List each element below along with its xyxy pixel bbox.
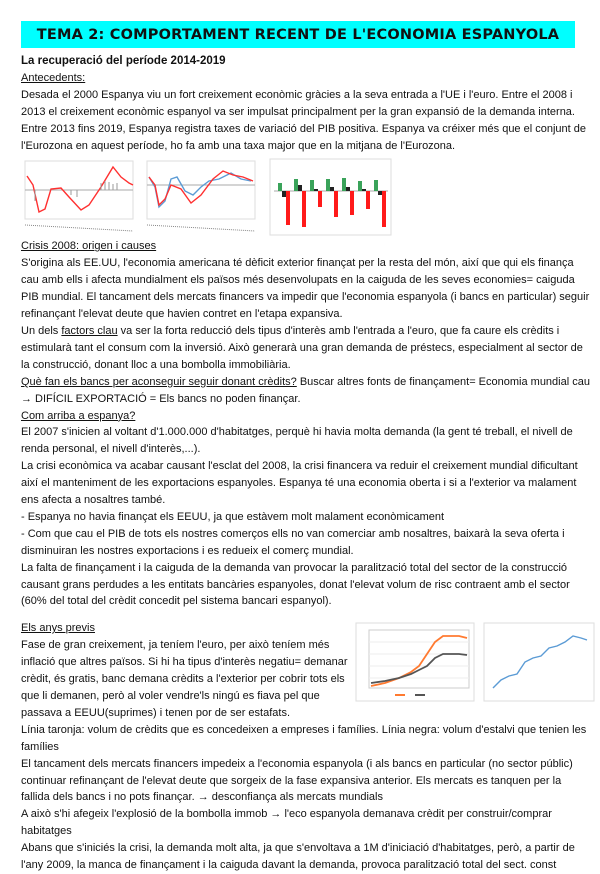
- paragraph: [21, 374, 591, 408]
- text: Buscar altres fonts de finançament= Economia mundial cau → DIFÍCIL EXPORTACIÓ = Els bancs no poden finançar.: [21, 375, 590, 405]
- paragraph: Desada el 2000 Espanya viu un fort creixement econòmic gràcies a la seva entrada a l'UE i l'euro. Entre el 2008 i 2013 el creixement econòmic espanyol va ser impulsat principalment per la gran expansió de la demanda interna. Entre 2013 fins 2019, Espanya registra taxes de variació del PIB positiva. Espanya va créixer més que el conjunt de l'Eurozona en aquest període, ho fa amb una taxa major que en la mitjana de l'Eurozona.: [21, 88, 586, 152]
- section-heading: La recuperació del període 2014-2019: [21, 55, 226, 67]
- paragraph: La crisi econòmica va acabar causant l'esclat del 2008, la crisi financera va reduir el creixement mundial dificultant així el manteniment de les exportacions espanyoles. Espanya té una economia oberta i si a l'exterior va malament ens afecta a nosaltres també.: [21, 460, 578, 507]
- subheading: Com arriba a espanya?: [21, 409, 136, 422]
- section-previous-years: [21, 620, 591, 721]
- paragraph: - Com que cau el PIB de tots els nostres comerços ells no van comerciar amb nosaltres, baixarà la seva oferta i disminuiran les nostres exportacions i es redueix el comerç mundial.: [21, 527, 565, 557]
- subheading-antecedents: Antecedents:: [21, 71, 86, 84]
- underlined-question: Què fan els bancs per aconseguir seguir donant crèdits?: [21, 375, 297, 388]
- paragraph: - Espanya no havia finançat els EEUU, ja que estàvem molt malament econòmicament: [21, 510, 445, 523]
- paragraph: A això s'hi afegeix l'explosió de la bombolla immob → l'eco espanyola demanava crèdit per construir/comprar habitatges: [21, 808, 552, 838]
- section-heading-crisis: Crisis 2008: origen i causes: [21, 240, 157, 253]
- paragraph: El 2007 s'inicien al voltant d'1.000.000 d'habitatges, perquè hi havia molta demanda (la gent té treball, el nivell de renda personal, el nivell d'interès,...).: [21, 426, 573, 456]
- paragraph: Fase de gran creixement, ja teníem l'euro, per això teníem més inflació que altres països. Si hi ha tipus d'interès negatiu= demanar crèdit, és gratis, banc demana crèdits a l'exterior per cobrir tots els que li demanen, però al voler vendre'ls ningú es fiava pel que passava a EEUU(suprimes) i tenen por de ser estafats.: [21, 639, 348, 719]
- text: Un dels: [21, 324, 62, 337]
- paragraph: Abans que s'iniciés la crisi, la demanda molt alta, ja que s'envoltava a 1M d'iniciació d'habitatges, però, a partir de l'any 2009, la manca de finançament i la caiguda davant la demanda, provoca paralització total del sect. const: [21, 842, 575, 872]
- credit-savings-chart: [355, 622, 475, 702]
- gdp-growth-chart: [21, 157, 139, 235]
- gdp-comparison-chart: [143, 157, 261, 235]
- figures-row-gdp: [21, 154, 591, 238]
- paragraph: Línia taronja: volum de crèdits que es concedeixen a empreses i famílies. Línia negra: volum d'estalvi que tenien les famílies: [21, 723, 587, 753]
- external-debt-chart: [483, 622, 595, 702]
- underlined-text: factors clau: [61, 324, 118, 337]
- paragraph: [21, 323, 591, 374]
- gdp-decomposition-chart: [268, 157, 393, 237]
- text: va ser la forta reducció dels tipus d'interès amb l'entrada a l'euro, que fa caure els crèdits i estimularà tant el consum com la inversió. Això generarà una gran demanda de préstecs, especialment al sector de la construcció, donant lloc a una bombolla immobiliària.: [21, 324, 583, 371]
- section-heading-previous-years: Els anys previs: [21, 622, 95, 635]
- document-title: TEMA 2: COMPORTAMENT RECENT DE L'ECONOMIA ESPANYOLA: [21, 21, 575, 48]
- paragraph: La falta de finançament i la caiguda de la demanda van provocar la paralització total del sector de la construcció causant grans perdudes a les entitats bancàries espanyoles, donat l'elevat volum de risc contraent amb el sector (60% del total del crèdit concedit pel sistema bancari espanyol).: [21, 561, 570, 608]
- paragraph: El tancament dels mercats financers impedeix a l'economia espanyola (i als bancs en particular (no sector públic) continuar refinançant de l'elevat deute que sorgeix de la fase expansiva anterior. Els mercats es tanquen per la fallida dels bancs i no pots finançar. → desconfiança als mercats mundials: [21, 757, 573, 804]
- document-body: [21, 53, 591, 874]
- paragraph: S'origina als EE.UU, l'economia americana té dèficit exterior finançat per la resta del món, així que qui els finança cau amb ells i afecta mundialment els països més desenvolupats en la caiguda de les seves economies= caiguda PIB mundial. El tancament dels mercats financers va impedir que l'economia espanyola (i bancs en particular) seguir refinançant l'elevat deute que havien contret en l'etapa expansiva.: [21, 257, 590, 321]
